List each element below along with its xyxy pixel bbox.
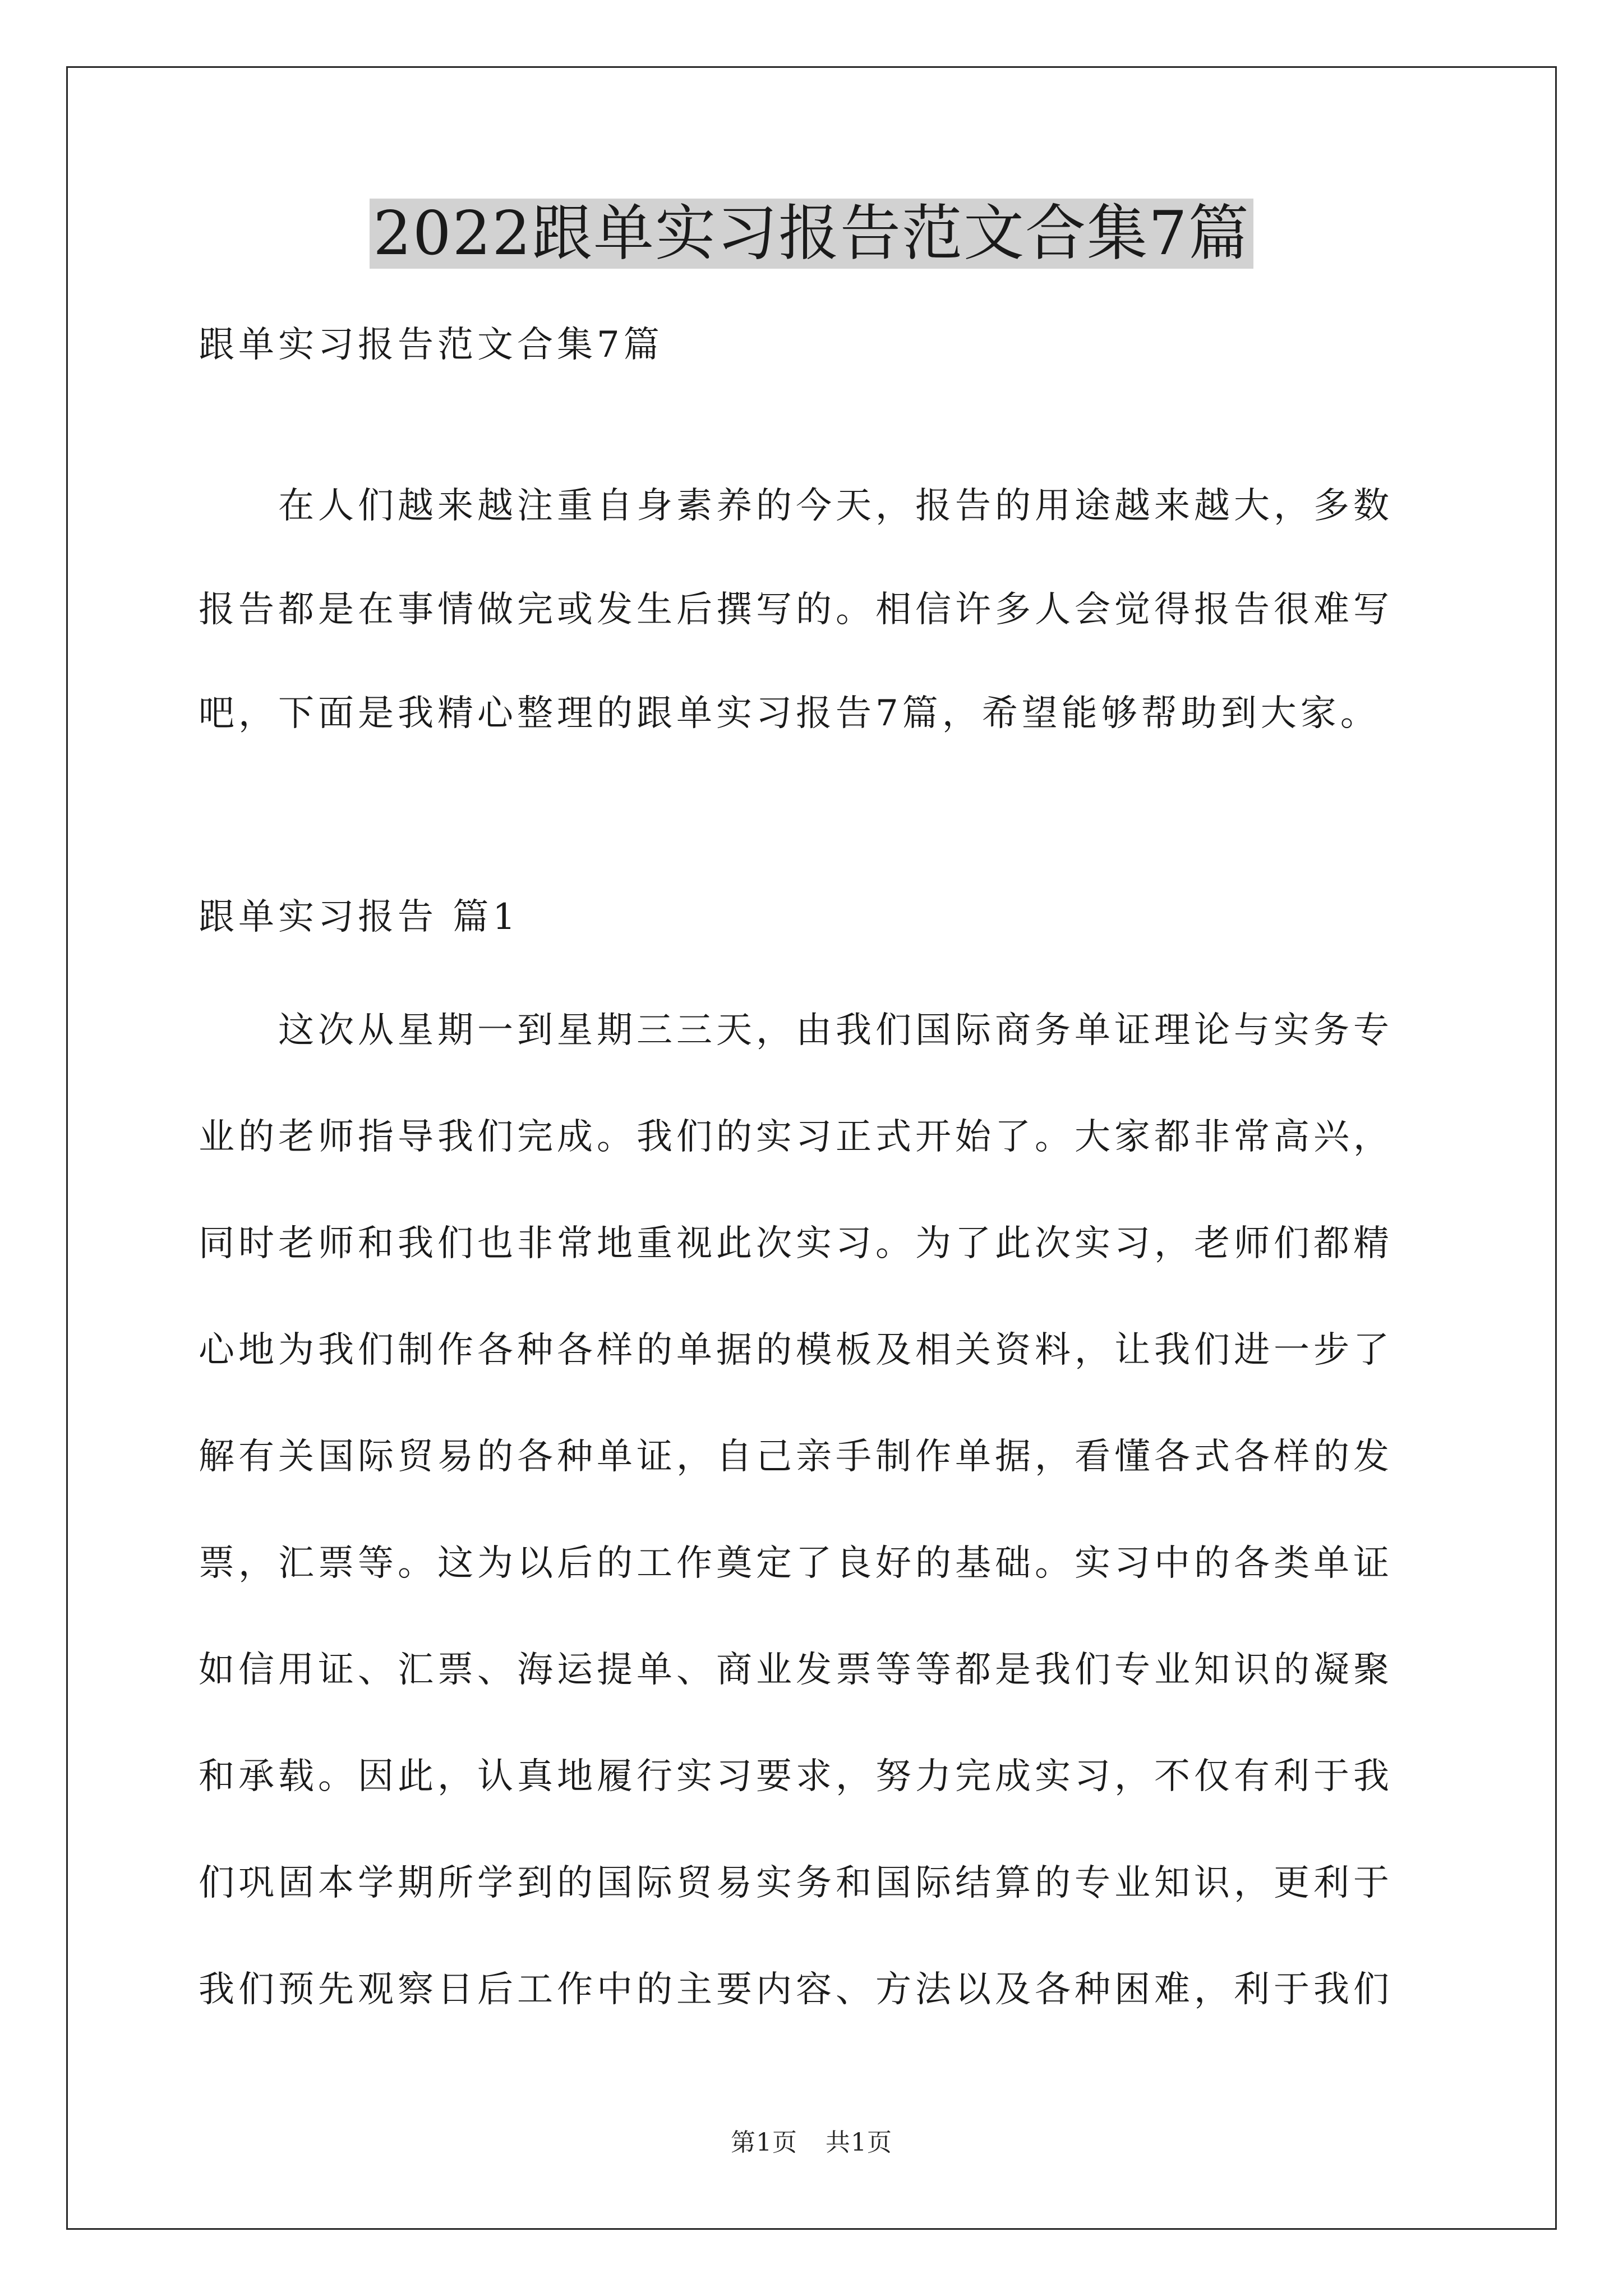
paragraph-line: 和承载。因此，认真地履行实习要求，努力完成实习，不仅有利于我 [199, 1756, 1393, 1797]
paragraph-line: 吧，下面是我精心整理的跟单实习报告7篇，希望能够帮助到大家。 [199, 693, 1380, 734]
paragraph-line: 同时老师和我们也非常地重视此次实习。为了此次实习，老师们都精 [199, 1223, 1393, 1264]
paragraph-line: 报告都是在事情做完或发生后撰写的。相信许多人会觉得报告很难写 [199, 589, 1393, 631]
paragraph-line: 我们预先观察日后工作中的主要内容、方法以及各种困难，利于我们 [199, 1969, 1393, 2010]
document-subtitle: 跟单实习报告范文合集7篇 [199, 324, 663, 366]
page-total: 共1页 [826, 2128, 892, 2157]
paragraph-line: 解有关国际贸易的各种单证，自己亲手制作单据，看懂各式各样的发 [199, 1436, 1393, 1478]
document-title [0, 197, 1623, 270]
paragraph-line: 如信用证、汇票、海运提单、商业发票等等都是我们专业知识的凝聚 [199, 1649, 1393, 1691]
paragraph-line: 们巩固本学期所学到的国际贸易实务和国际结算的专业知识，更利于 [199, 1862, 1393, 1904]
paragraph-line: 在人们越来越注重自身素养的今天，报告的用途越来越大，多数 [278, 485, 1393, 527]
section-paragraph [199, 977, 1427, 2043]
page-footer [0, 2126, 1623, 2160]
paragraph-line: 心地为我们制作各种各样的单据的模板及相关资料，让我们进一步了 [199, 1329, 1393, 1371]
document-title-text: 2022跟单实习报告范文合集7篇 [370, 199, 1253, 269]
paragraph-line: 业的老师指导我们完成。我们的实习正式开始了。大家都非常高兴， [199, 1116, 1393, 1158]
paragraph-line: 这次从星期一到星期三三天，由我们国际商务单证理论与实务专 [278, 1010, 1393, 1051]
section-heading: 跟单实习报告 篇1 [199, 896, 520, 938]
page-number: 第1页 [731, 2128, 797, 2157]
intro-paragraph [199, 454, 1427, 766]
paragraph-line: 票，汇票等。这为以后的工作奠定了良好的基础。实习中的各类单证 [199, 1543, 1393, 1584]
